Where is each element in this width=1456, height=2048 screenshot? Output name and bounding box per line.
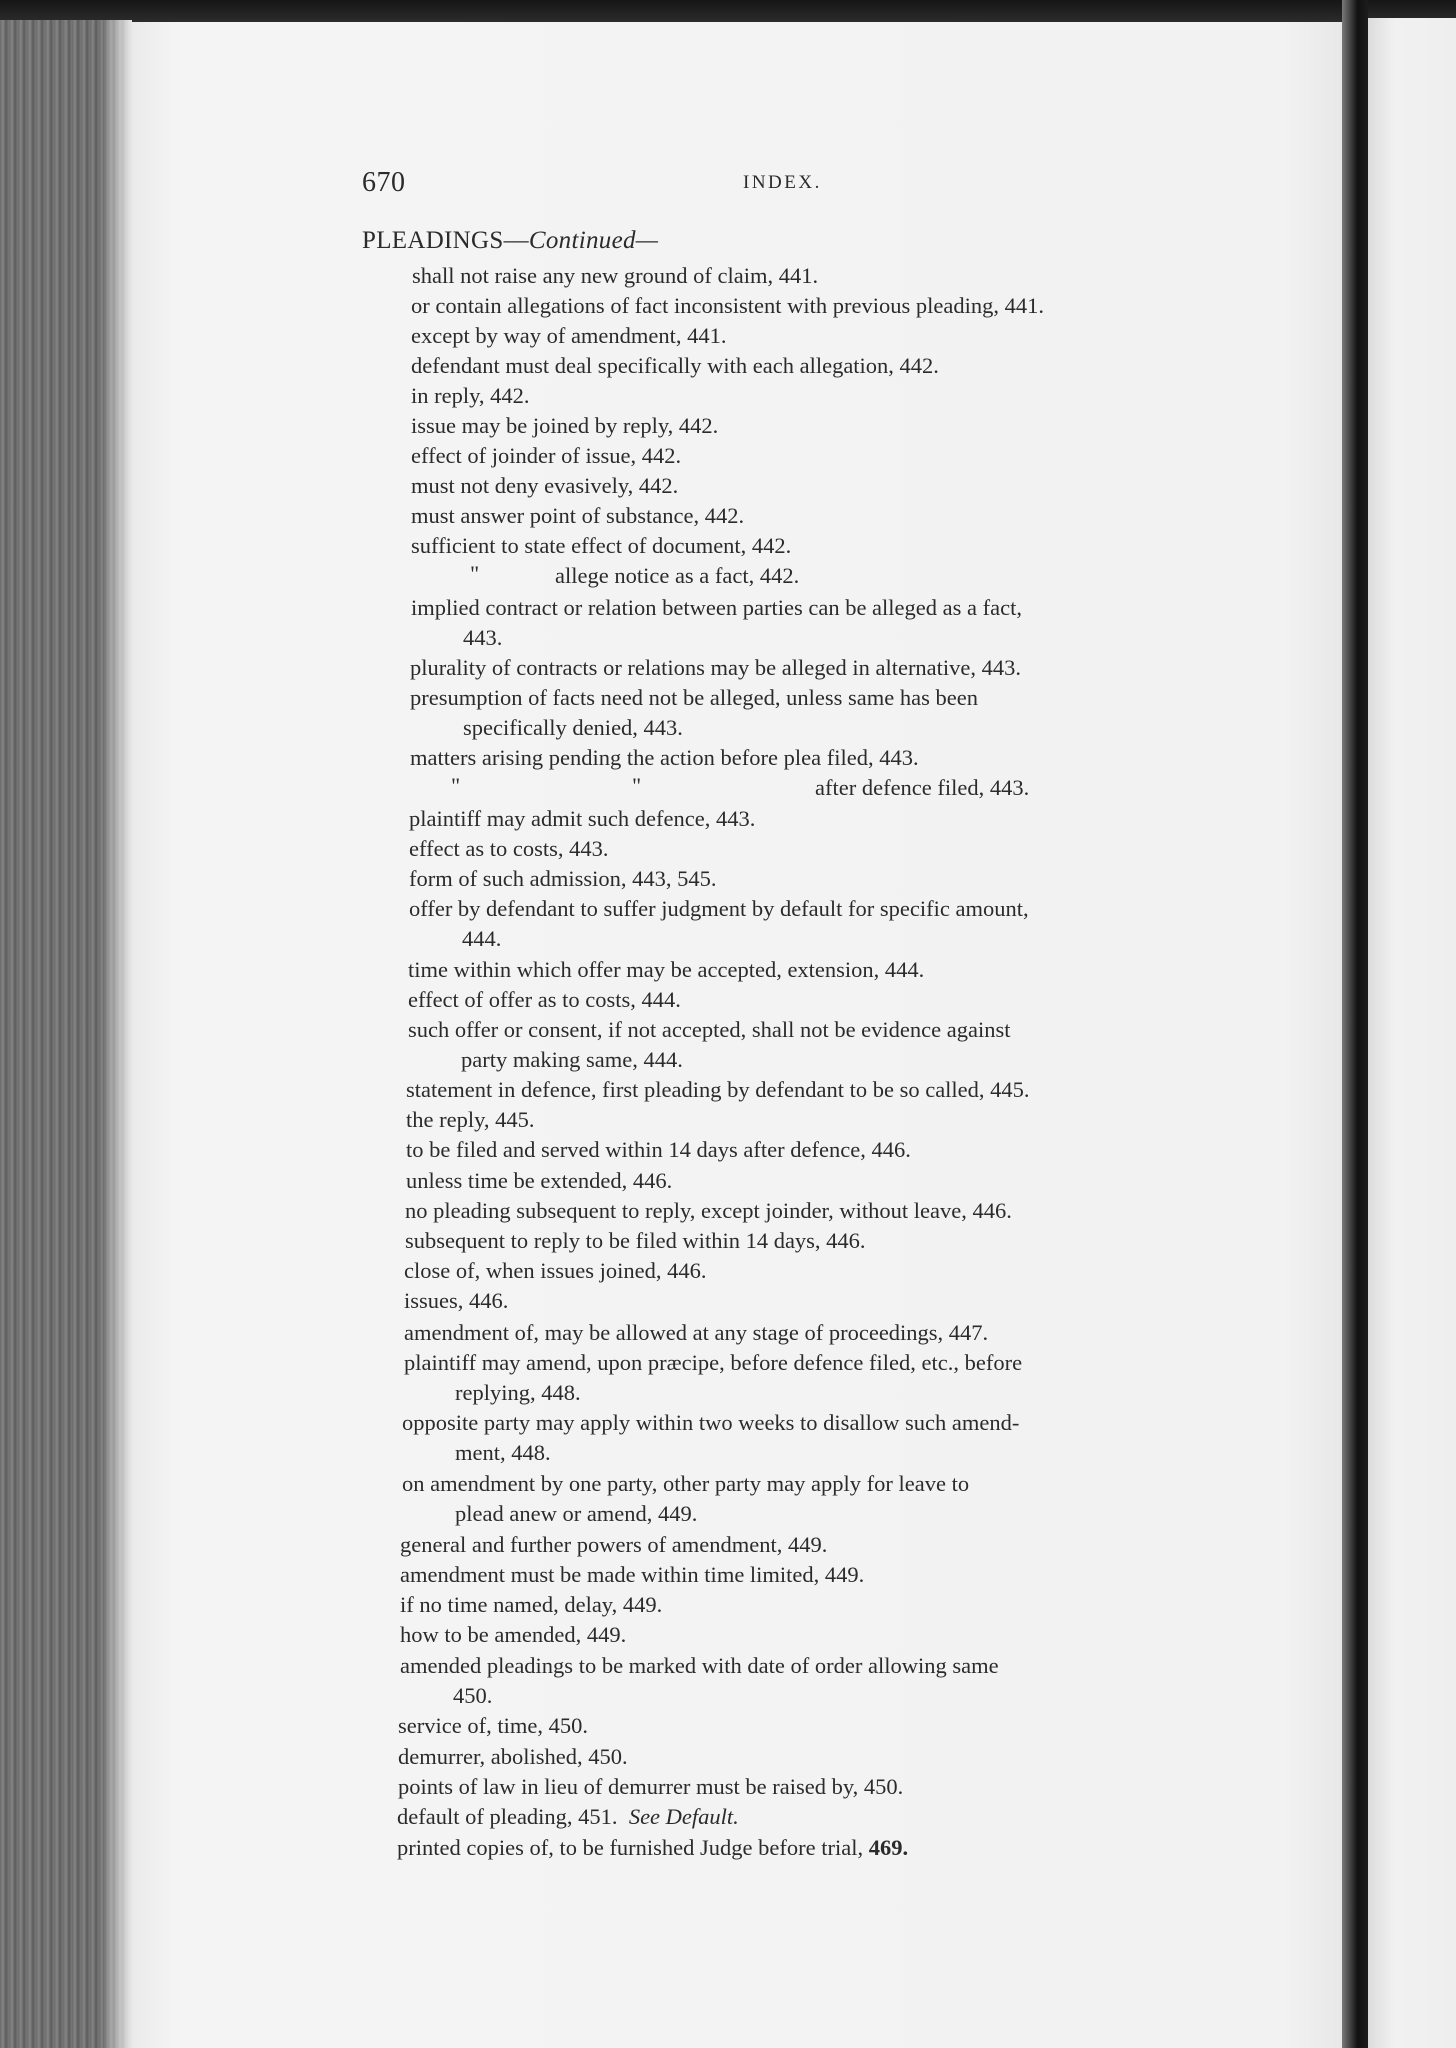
index-heading	[362, 227, 658, 255]
index-entry-continuation: replying, 448.	[455, 1380, 581, 1405]
index-entry: demurrer, abolished, 450.	[398, 1744, 628, 1769]
index-entry-continuation: 450.	[453, 1683, 493, 1708]
index-entry: amendment of, may be allowed at any stage of proceedings, 447.	[404, 1320, 989, 1345]
index-entry: shall not raise any new ground of claim, 441.	[412, 263, 819, 288]
index-entry: sufficient to state effect of document, 442.	[411, 533, 792, 558]
ditto-mark: "	[451, 773, 461, 798]
index-entry: time within which offer may be accepted, extension, 444.	[408, 957, 925, 982]
index-entry-continuation: 443.	[463, 625, 503, 650]
ditto-mark: "	[470, 561, 480, 586]
index-entry-number: 469.	[868, 1835, 909, 1860]
index-entry: subsequent to reply to be filed within 14 days, 446.	[405, 1228, 866, 1253]
index-entry-continuation: specifically denied, 443.	[463, 715, 683, 740]
index-entry-continuation: plead anew or amend, 449.	[455, 1501, 698, 1526]
index-entry: effect of offer as to costs, 444.	[408, 987, 681, 1012]
index-entry: plurality of contracts or relations may be alleged in alternative, 443.	[410, 655, 1022, 680]
heading-dash: —	[503, 227, 529, 254]
index-entry-continuation: 444.	[462, 926, 502, 951]
index-entry: how to be amended, 449.	[400, 1622, 627, 1647]
index-entry: plaintiff may amend, upon præcipe, before defence filed, etc., before	[404, 1350, 1023, 1375]
index-entry	[397, 1835, 908, 1861]
index-entry: service of, time, 450.	[398, 1713, 588, 1738]
index-entry	[397, 1804, 739, 1830]
index-entry: points of law in lieu of demurrer must be raised by, 450.	[398, 1774, 904, 1799]
index-entry: to be filed and served within 14 days after defence, 446.	[406, 1137, 911, 1162]
index-entry: implied contract or relation between parties can be alleged as a fact,	[411, 595, 1022, 620]
index-entry: effect of joinder of issue, 442.	[411, 443, 682, 468]
index-entry: general and further powers of amendment, 449.	[400, 1532, 828, 1557]
index-entry: allege notice as a fact, 442.	[555, 563, 800, 588]
index-entry: amendment must be made within time limited, 449.	[400, 1562, 865, 1587]
index-entry: if no time named, delay, 449.	[400, 1592, 663, 1617]
index-entry: plaintiff may admit such defence, 443.	[409, 806, 756, 831]
page-number: 670	[362, 167, 406, 198]
index-entry-continuation: ment, 448.	[455, 1440, 551, 1465]
ditto-mark: "	[632, 773, 642, 798]
index-entry: defendant must deal specifically with each allegation, 442.	[411, 353, 939, 378]
index-entry: statement in defence, first pleading by defendant to be so called, 445.	[406, 1077, 1030, 1102]
index-entry: must answer point of substance, 442.	[411, 503, 745, 528]
heading-continued: Continued—	[528, 227, 659, 254]
index-entry: issue may be joined by reply, 442.	[411, 413, 719, 438]
heading-main: PLEADINGS	[362, 227, 504, 254]
running-head: INDEX.	[743, 172, 822, 193]
index-entry-text: default of pleading, 451.	[397, 1804, 618, 1829]
index-entry: opposite party may apply within two weeks to disallow such amend-	[402, 1410, 1020, 1435]
index-entry: presumption of facts need not be alleged, unless same has been	[410, 685, 978, 710]
index-entry: close of, when issues joined, 446.	[404, 1258, 707, 1283]
index-entry: in reply, 442.	[411, 383, 530, 408]
index-entry: such offer or consent, if not accepted, shall not be evidence against	[408, 1017, 1011, 1042]
index-entry: form of such admission, 443, 545.	[409, 866, 717, 891]
index-entry: offer by defendant to suffer judgment by default for specific amount,	[409, 896, 1029, 921]
index-entry: on amendment by one party, other party may apply for leave to	[402, 1471, 970, 1496]
cross-reference: See Default.	[628, 1804, 739, 1829]
index-entry: amended pleadings to be marked with date of order allowing same	[400, 1653, 999, 1678]
index-entry: the reply, 445.	[406, 1107, 535, 1132]
index-entry-text: printed copies of, to be furnished Judge before trial,	[397, 1835, 869, 1860]
index-entry: issues, 446.	[404, 1288, 509, 1313]
index-entry-continuation: party making same, 444.	[461, 1047, 683, 1072]
index-entry: matters arising pending the action before plea filed, 443.	[410, 745, 919, 770]
index-entry: or contain allegations of fact inconsistent with previous pleading, 441.	[411, 293, 1044, 318]
index-entry: after defence filed, 443.	[815, 775, 1030, 800]
index-entry: must not deny evasively, 442.	[411, 473, 679, 498]
index-entry: effect as to costs, 443.	[409, 836, 609, 861]
index-entry: no pleading subsequent to reply, except joinder, without leave, 446.	[405, 1198, 1012, 1223]
index-entry: unless time be extended, 446.	[406, 1168, 673, 1193]
index-entry: except by way of amendment, 441.	[411, 323, 727, 348]
